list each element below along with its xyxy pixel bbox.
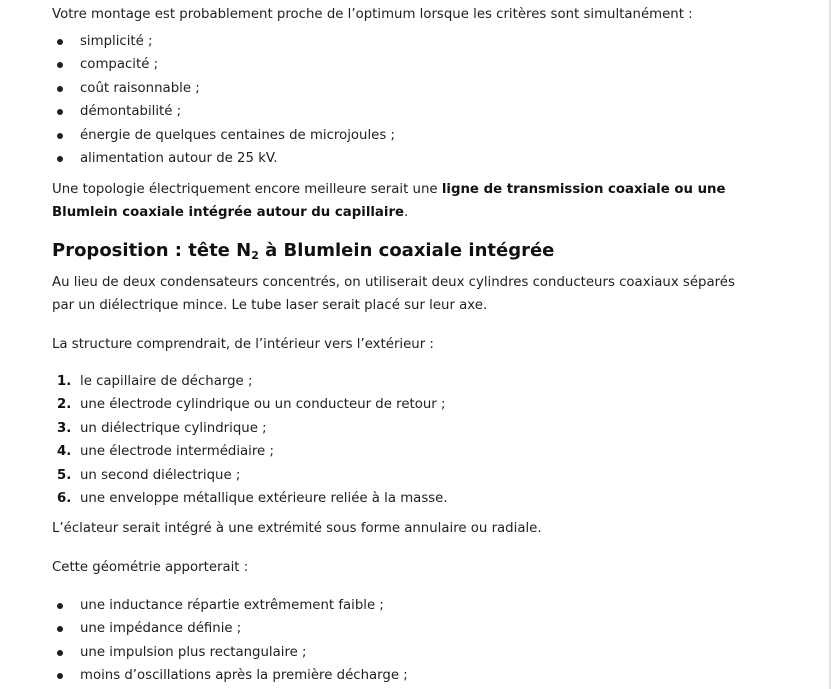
list-item-text: simplicité ; xyxy=(80,34,153,49)
list-item-text: une électrode intermédiaire ; xyxy=(80,444,274,460)
intro-paragraph: Votre montage est probablement proche de l’optimum lorsque les critères sont simultanément : xyxy=(52,7,693,22)
list-item-text: un second diélectrique ; xyxy=(80,467,241,483)
list-item xyxy=(52,53,395,76)
benefits-list xyxy=(52,594,408,688)
list-item xyxy=(52,664,408,687)
structure-list xyxy=(52,370,448,510)
list-item-text: énergie de quelques centaines de microjoules ; xyxy=(80,127,395,143)
list-item-text: coût raisonnable ; xyxy=(80,80,200,96)
list-item-text: moins d’oscillations après la première décharge ; xyxy=(80,668,408,684)
list-item xyxy=(52,641,408,664)
list-number: 4. xyxy=(57,444,72,460)
list-item-text: une électrode cylindrique ou un conducteur de retour ; xyxy=(80,397,446,413)
list-item-text: une inductance répartie extrêmement faible ; xyxy=(80,598,384,613)
criteria-list xyxy=(52,30,395,170)
concept-paragraph: Au lieu de deux condensateurs concentrés, on utiliserait deux cylindres conducteurs coaxiaux séparés par un diélectrique mince. Le tube laser serait placé sur leur axe. xyxy=(52,275,735,313)
list-item xyxy=(52,124,395,147)
list-item xyxy=(52,594,408,617)
list-item xyxy=(52,77,395,100)
list-number: 6. xyxy=(57,491,72,507)
list-item-text: démontabilité ; xyxy=(80,104,182,120)
topology-paragraph xyxy=(52,178,752,224)
topology-emphasis: ligne de transmission coaxiale ou une Blumlein coaxiale intégrée autour du capillaire xyxy=(52,182,726,220)
list-item-text: le capillaire de décharge ; xyxy=(80,374,253,389)
benefits-intro: Cette géométrie apporterait : xyxy=(52,560,249,575)
list-item-text: alimentation autour de 25 kV. xyxy=(80,151,278,167)
list-number: 5. xyxy=(57,467,72,483)
list-item xyxy=(52,370,448,393)
list-item xyxy=(52,30,395,53)
spark-gap-paragraph: L’éclateur serait intégré à une extrémité sous forme annulaire ou radiale. xyxy=(52,521,542,536)
list-item-text: compacité ; xyxy=(80,57,159,73)
topology-tail: . xyxy=(404,205,409,220)
list-item-text: une impulsion plus rectangulaire ; xyxy=(80,644,307,660)
list-item xyxy=(52,464,448,487)
structure-intro: La structure comprendrait, de l’intérieur vers l’extérieur : xyxy=(52,337,434,352)
list-item xyxy=(52,487,448,510)
list-number: 2. xyxy=(57,397,72,413)
list-item-text: un diélectrique cylindrique ; xyxy=(80,420,267,436)
topology-lead: Une topologie électriquement encore meilleure serait une xyxy=(52,182,442,197)
list-item xyxy=(52,100,395,123)
section-heading: Proposition : tête $N_2$ à Blumlein coaxiale intégrée xyxy=(52,240,555,262)
list-item-text: une impédance définie ; xyxy=(80,621,242,637)
list-item xyxy=(52,393,448,416)
list-number: 3. xyxy=(57,420,72,436)
list-item-text: une enveloppe métallique extérieure reliée à la masse. xyxy=(80,491,448,507)
list-item xyxy=(52,617,408,640)
list-item xyxy=(52,417,448,440)
list-item xyxy=(52,147,395,170)
list-item xyxy=(52,440,448,463)
list-number: 1. xyxy=(57,374,72,389)
